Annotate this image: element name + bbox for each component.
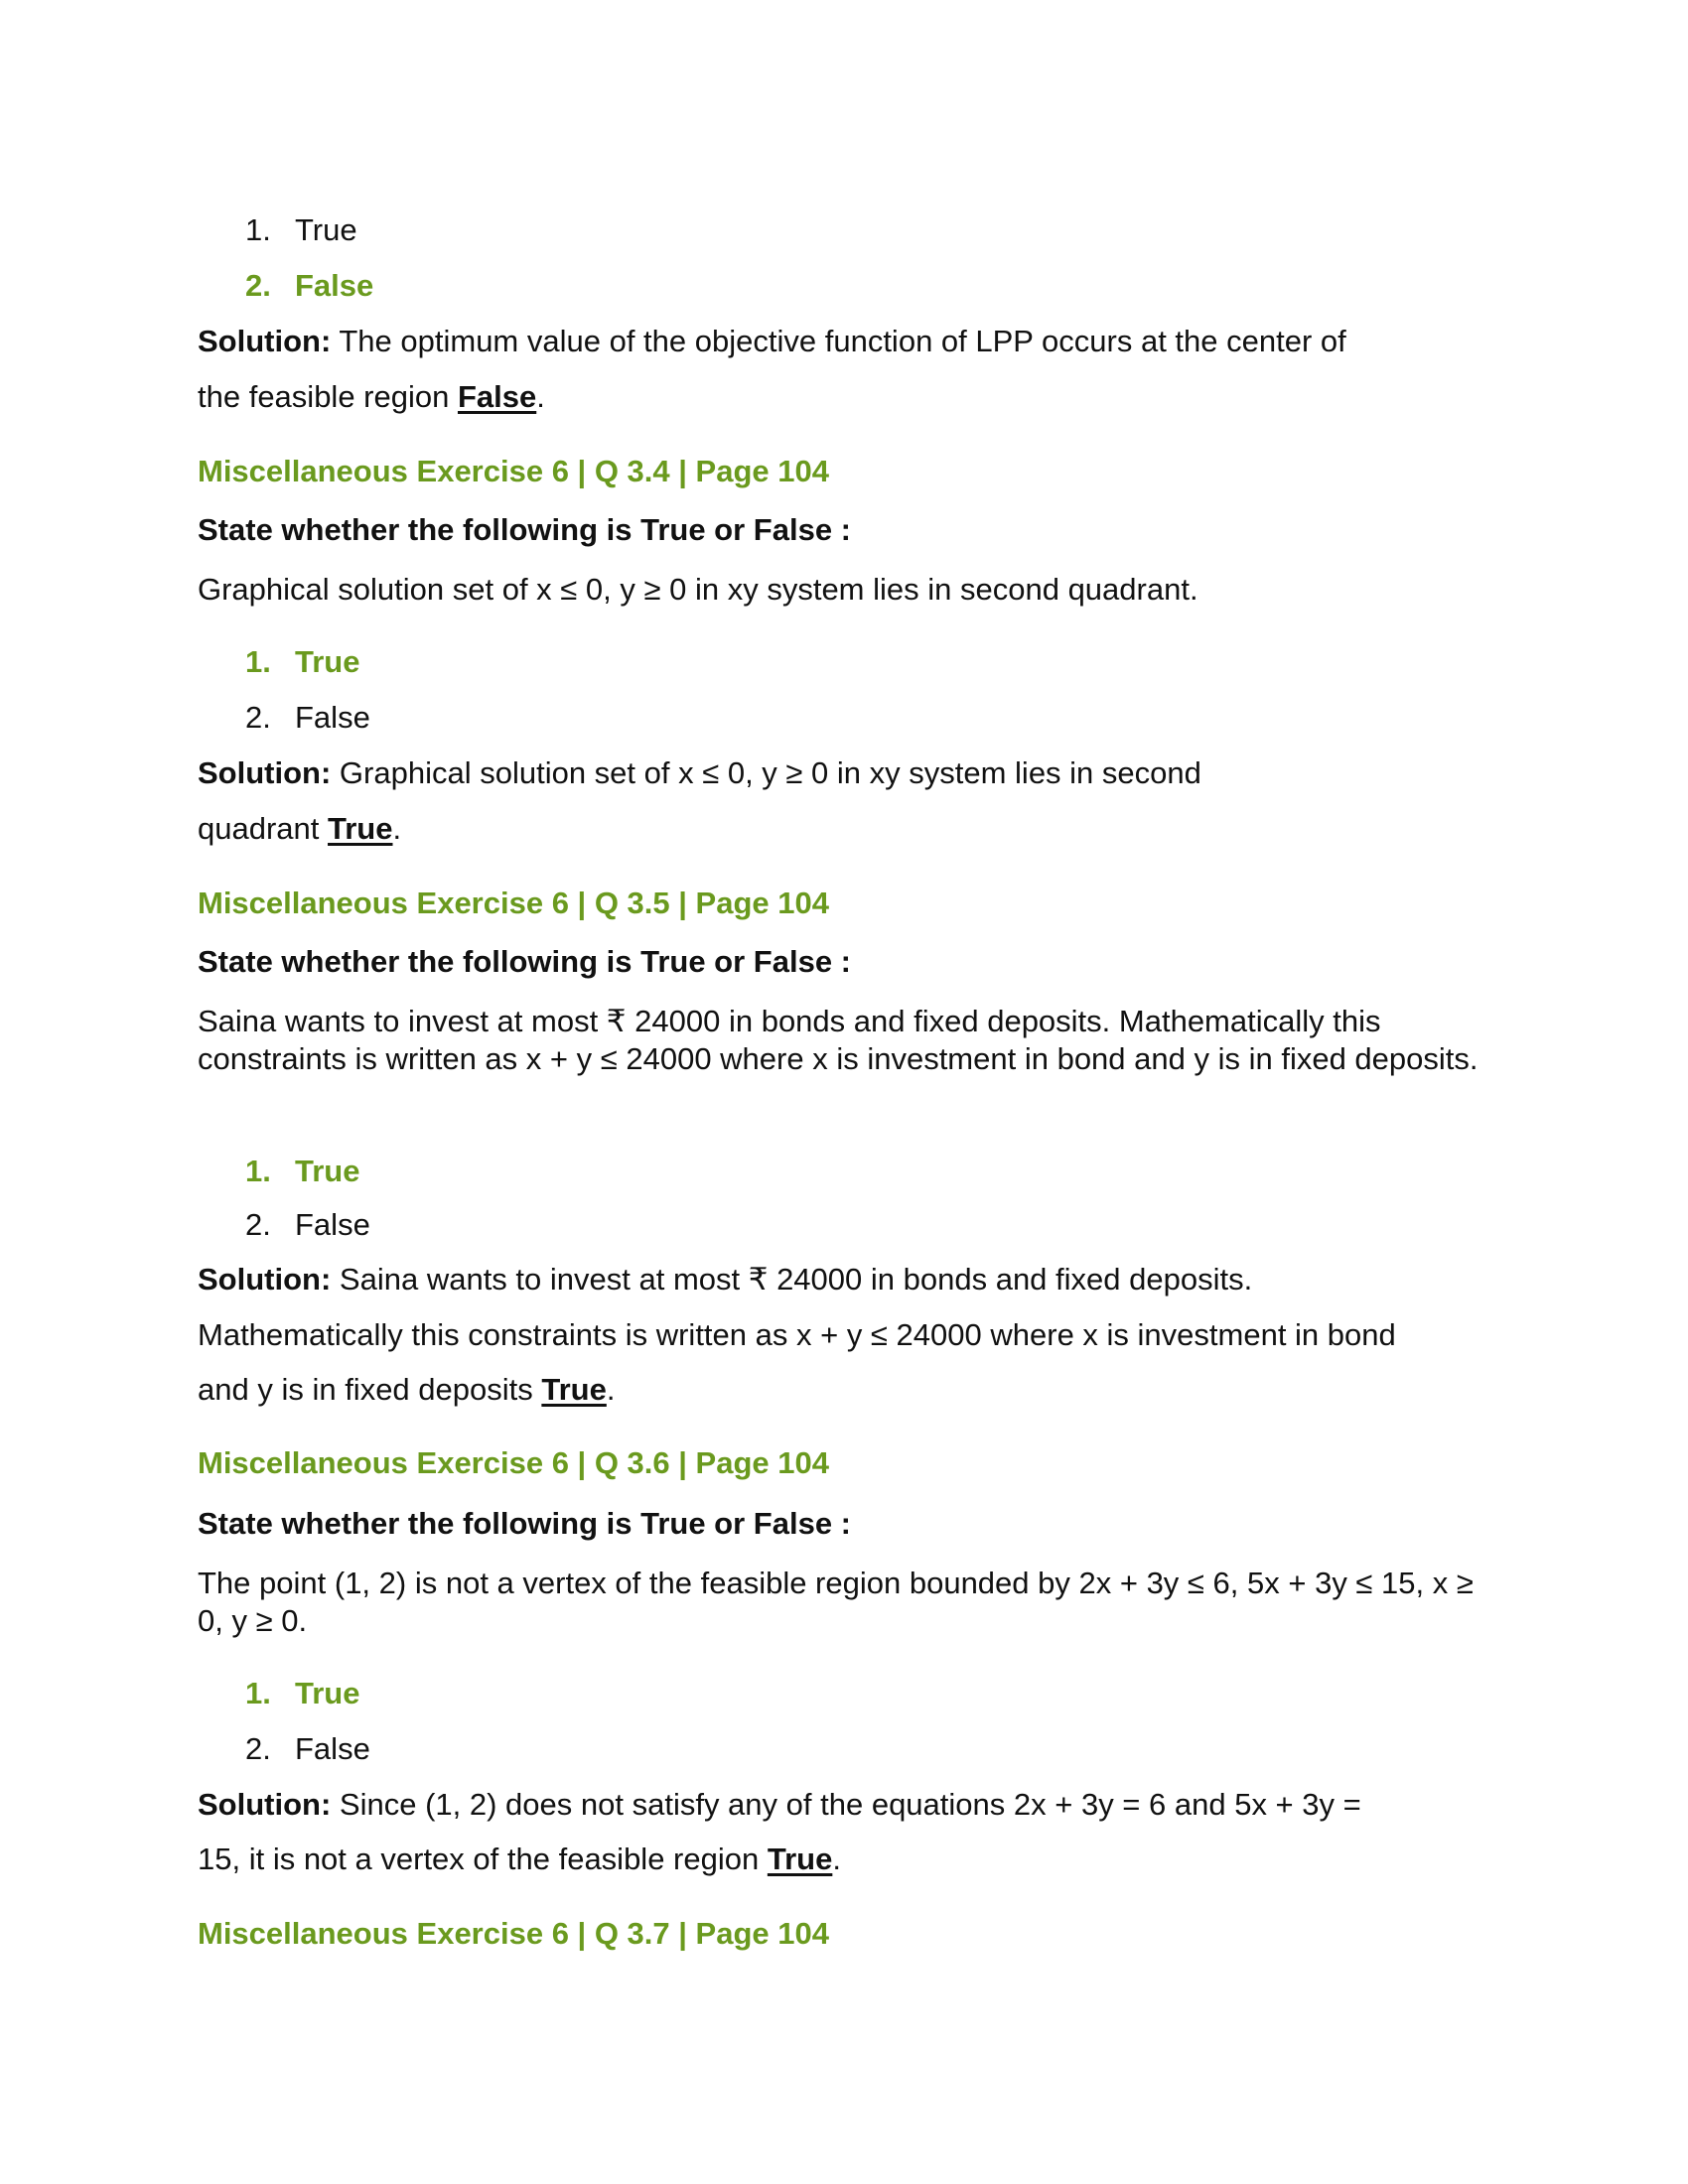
answer: False (457, 379, 537, 414)
solution-line: Solution: The optimum value of the objective function of LPP occurs at the center of (198, 324, 1346, 358)
question-statement: Saina wants to invest at most ₹ 24000 in bonds and fixed deposits. Mathematically this constraints is written as x + y ≤ 24000 where x is investment in bond and y is in fixed deposits. (198, 1004, 1478, 1076)
option-true: 1. True (245, 212, 357, 247)
solution-line: and y is in fixed deposits True. (198, 1372, 616, 1407)
option-false: 2. False (245, 700, 370, 735)
question-prompt: State whether the following is True or False : (198, 1506, 851, 1541)
question-heading[interactable]: Miscellaneous Exercise 6 | Q 3.5 | Page 104 (198, 886, 829, 920)
option-false: 2. False (245, 1207, 370, 1242)
solution-line: 15, it is not a vertex of the feasible region True. (198, 1842, 841, 1876)
question-prompt: State whether the following is True or False : (198, 944, 851, 979)
question-prompt: State whether the following is True or False : (198, 512, 851, 547)
answer: True (328, 811, 393, 846)
solution-line: Solution: Saina wants to invest at most ₹ 24000 in bonds and fixed deposits. (198, 1262, 1253, 1297)
question-statement: The point (1, 2) is not a vertex of the feasible region bounded by 2x + 3y ≤ 6, 5x + 3y ≤ 15, x ≥ 0, y ≥ 0. (198, 1566, 1474, 1638)
solution-line: Solution: Since (1, 2) does not satisfy any of the equations 2x + 3y = 6 and 5x + 3y = (198, 1787, 1361, 1822)
solution-line: the feasible region False. (198, 379, 545, 414)
option-true-correct: 1. True (245, 644, 360, 679)
option-false: 2. False (245, 1731, 370, 1766)
solution-line: Solution: Graphical solution set of x ≤ 0, y ≥ 0 in xy system lies in second (198, 755, 1201, 790)
answer: True (541, 1372, 607, 1407)
question-heading[interactable]: Miscellaneous Exercise 6 | Q 3.6 | Page 104 (198, 1445, 829, 1480)
solution-line: Mathematically this constraints is written as x + y ≤ 24000 where x is investment in bond (198, 1317, 1396, 1352)
option-true-correct: 1. True (245, 1154, 360, 1188)
option-false-correct: 2. False (245, 268, 374, 303)
answer: True (767, 1842, 833, 1876)
question-statement: Graphical solution set of x ≤ 0, y ≥ 0 in xy system lies in second quadrant. (198, 572, 1198, 607)
option-true-correct: 1. True (245, 1676, 360, 1710)
question-heading[interactable]: Miscellaneous Exercise 6 | Q 3.7 | Page 104 (198, 1916, 829, 1951)
solution-line: quadrant True. (198, 811, 402, 846)
question-heading[interactable]: Miscellaneous Exercise 6 | Q 3.4 | Page 104 (198, 454, 829, 488)
